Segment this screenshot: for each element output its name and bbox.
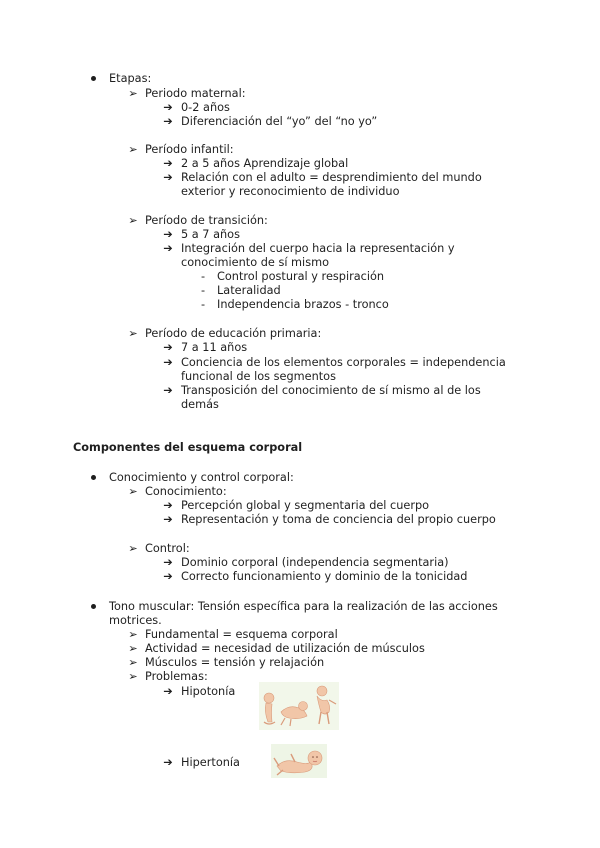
arrow-bullet-icon: ➢ (128, 542, 138, 555)
list-item: Correcto funcionamiento y dominio de la tonicidad (181, 570, 468, 583)
maternal-label: Periodo maternal: (145, 87, 246, 100)
arrow-bullet-icon: ➢ (128, 214, 138, 227)
transicion-label: Período de transición: (145, 214, 268, 227)
arrow-bullet-icon: ➢ (128, 87, 138, 100)
dash-bullet: - (200, 298, 206, 311)
arrow-bullet-icon: ➢ (128, 642, 138, 655)
list-item: Fundamental = esquema corporal (145, 628, 338, 641)
list-item: 0-2 años (181, 101, 230, 114)
list-item: 7 a 11 años (181, 341, 248, 354)
list-item: Dominio corporal (independencia segmentaria) (181, 556, 449, 569)
right-arrow-icon: ➔ (163, 556, 173, 569)
right-arrow-icon: ➔ (163, 756, 173, 769)
sub-list-item: Lateralidad (217, 284, 281, 297)
control-label: Control: (145, 542, 190, 555)
arrow-bullet-icon: ➢ (128, 327, 138, 340)
list-item: Actividad = necesidad de utilización de músculos (145, 642, 425, 655)
tono-label: Tono muscular: Tensión específica para la realización de las acciones (109, 600, 498, 613)
right-arrow-icon: ➔ (163, 513, 173, 526)
dash-bullet: - (200, 284, 206, 297)
hipertonia-label: Hipertonía (181, 756, 240, 769)
dash-bullet: - (200, 270, 206, 283)
list-item: Conciencia de los elementos corporales = independencia (181, 356, 506, 369)
right-arrow-icon: ➔ (163, 356, 173, 369)
list-item: Transposición del conocimiento de sí mismo al de los (181, 384, 481, 397)
arrow-bullet-icon: ➢ (128, 485, 138, 498)
list-item: 2 a 5 años Aprendizaje global (181, 157, 349, 170)
right-arrow-icon: ➔ (163, 101, 173, 114)
bullet-dot (91, 475, 96, 480)
right-arrow-icon: ➔ (163, 157, 173, 170)
list-item: Percepción global y segmentaria del cuerpo (181, 499, 430, 512)
list-item: Diferenciación del “yo” del “no yo” (181, 115, 378, 128)
arrow-bullet-icon: ➢ (128, 670, 138, 683)
right-arrow-icon: ➔ (163, 499, 173, 512)
right-arrow-icon: ➔ (163, 384, 173, 397)
right-arrow-icon: ➔ (163, 171, 173, 184)
right-arrow-icon: ➔ (163, 570, 173, 583)
arrow-bullet-icon: ➢ (128, 656, 138, 669)
section-heading: Componentes del esquema corporal (73, 441, 303, 454)
bullet-dot (91, 76, 96, 81)
problemas-label: Problemas: (145, 670, 208, 683)
list-item-continuation: exterior y reconocimiento de individuo (181, 185, 400, 198)
right-arrow-icon: ➔ (163, 228, 173, 241)
bullet-dot (91, 604, 96, 609)
list-item: Integración del cuerpo hacia la representación y (181, 242, 455, 255)
hypotonia-baby-illustration (259, 682, 339, 730)
hypertonia-baby-illustration (271, 744, 327, 778)
list-item: Representación y toma de conciencia del propio cuerpo (181, 513, 496, 526)
list-item: Relación con el adulto = desprendimiento del mundo (181, 171, 482, 184)
list-item-continuation: conocimiento de sí mismo (181, 256, 330, 269)
list-item-continuation: demás (181, 398, 219, 411)
hipotonia-label: Hipotonía (181, 685, 236, 698)
conocimiento-control-label: Conocimiento y control corporal: (109, 471, 294, 484)
arrow-bullet-icon: ➢ (128, 628, 138, 641)
right-arrow-icon: ➔ (163, 341, 173, 354)
primaria-label: Período de educación primaria: (145, 327, 322, 340)
right-arrow-icon: ➔ (163, 242, 173, 255)
etapas-title: Etapas: (109, 72, 152, 85)
sub-list-item: Independencia brazos - tronco (217, 298, 389, 311)
list-item: Músculos = tensión y relajación (145, 656, 325, 669)
sub-list-item: Control postural y respiración (217, 270, 385, 283)
infantil-label: Período infantil: (145, 143, 234, 156)
list-item-continuation: funcional de los segmentos (181, 370, 336, 383)
arrow-bullet-icon: ➢ (128, 143, 138, 156)
tono-label-continuation: motrices. (109, 614, 162, 627)
list-item: 5 a 7 años (181, 228, 240, 241)
right-arrow-icon: ➔ (163, 115, 173, 128)
conocimiento-label: Conocimiento: (145, 485, 227, 498)
right-arrow-icon: ➔ (163, 685, 173, 698)
